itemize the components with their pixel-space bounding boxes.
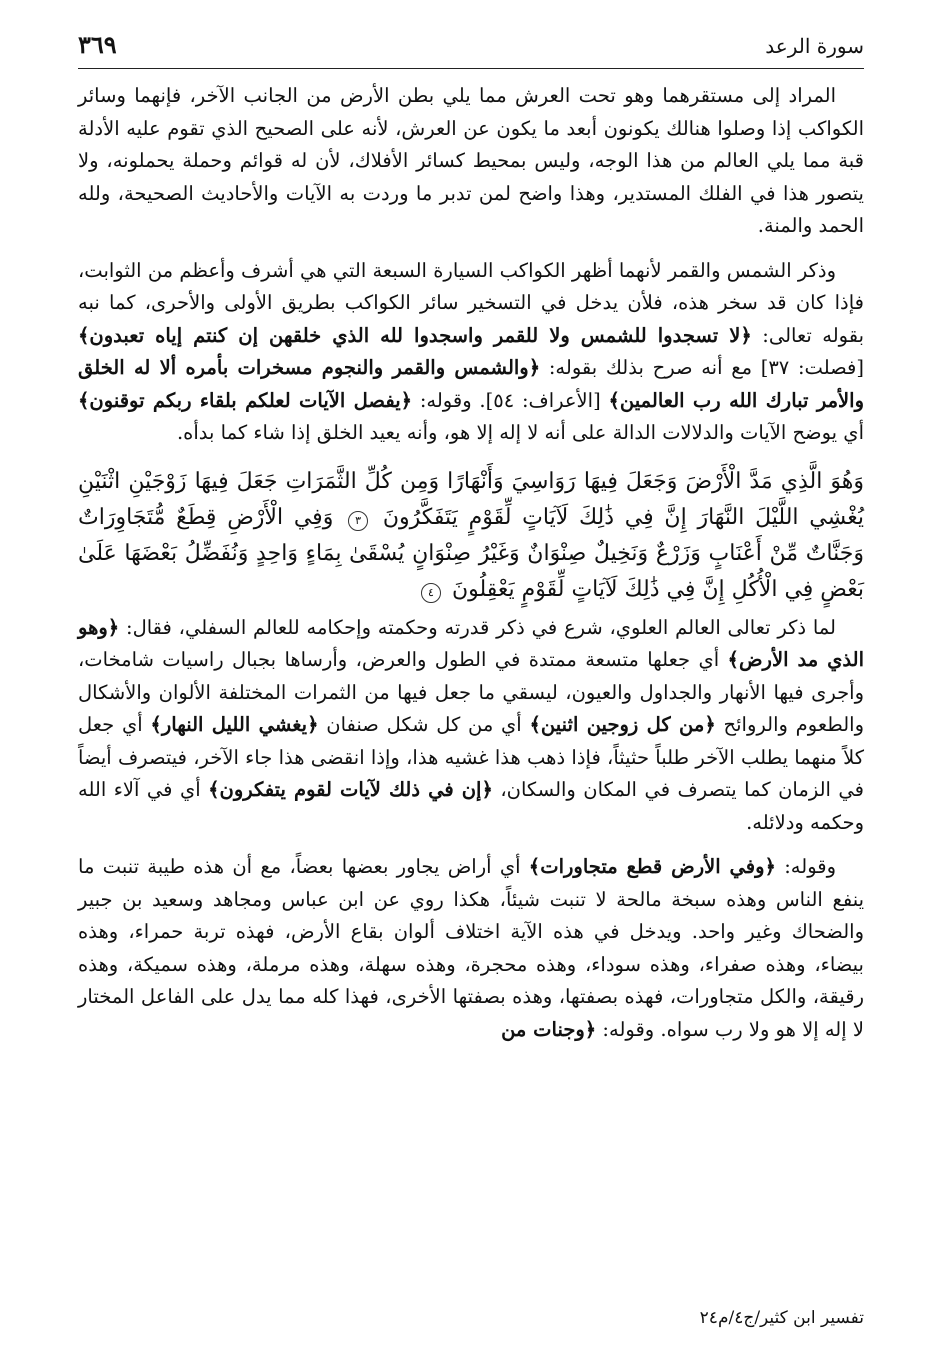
verse-number-3: ٣ <box>348 511 368 531</box>
paragraph <box>78 851 864 1046</box>
text-segment: أي يوضح الآيات والدلالات الدالة على أنه لا إله إلا هو، وأنه يعيد الخلق إذا شاء كما بدأه. <box>176 421 864 444</box>
text-segment: أي جعل كلاً منهما يطلب الآخر طلباً حثيثاً، فإذا ذهب هذا غشيه هذا، وإذا انقضى هذا جاء الآخر، فيتصرف أيضاً في الزمان كما يتصرف في المكان والسكان، <box>78 713 864 801</box>
quran-quote: ﴿يفصل الآيات لعلكم بلقاء ربكم توقنون﴾ <box>78 388 413 412</box>
quran-quote: ﴿من كل زوجين اثنين﴾ <box>529 713 716 736</box>
commentary-section-1 <box>78 80 864 450</box>
text-segment: المراد إلى مستقرهما وهو تحت العرش مما يلي بطن الأرض من الجانب الآخر، فإنهما وسائر الكواكب إذا وصلوا هنالك يكونون أبعد ما يكون عن العرش، لأنه على الصحيح الذي تقوم عليه الأدلة قبة مما يلي العالم من هذا الوجه، وليس بمحيط كسائر الأفلاك، لأن له قوائم وحملة يحملونه، ولا يتصور هذا في الفلك المستدير، وهذا واضح لمن تدبر ما وردت به الآيات والأحاديث الصحيحة، ولله الحمد والمنة. <box>78 84 864 237</box>
verse-text-4: وَفِي الْأَرْضِ قِطَعٌ مُّتَجَاوِرَاتٌ وَجَنَّاتٌ مِّنْ أَعْنَابٍ وَزَرْعٌ وَنَخِيلٌ صِنْوَانٌ وَغَيْرُ صِنْوَانٍ يُسْقَىٰ بِمَاءٍ وَاحِدٍ وَنُفَضِّلُ بَعْضَهَا عَلَىٰ بَعْضٍ فِي الْأُكُلِ إِنَّ فِي ذَٰلِكَ لَآيَاتٍ لِّقَوْمٍ يَعْقِلُونَ <box>78 504 864 602</box>
text-segment: وذكر الشمس والقمر لأنهما أظهر الكواكب السيارة السبعة التي هي أشرف وأعظم من الثوابت، فإذا كان قد سخر هذه، فلأن يدخل في التسخير سائر الكواكب بطريق الأولى والأحرى، كما نبه بقوله تعالى: <box>78 258 864 347</box>
quran-quote: ﴿إن في ذلك لآيات لقوم يتفكرون﴾ <box>208 778 493 801</box>
surah-name: سورة الرعد <box>765 34 864 58</box>
text-segment: [الأعراف: ٥٤]. وقوله: <box>412 388 609 412</box>
text-segment: وقوله: <box>775 855 837 878</box>
quran-quote: ﴿وجنات من <box>501 1017 597 1041</box>
text-segment: [فصلت: ٣٧] مع أنه صرح بذلك بقوله: <box>540 356 864 379</box>
quran-quote: ﴿يغشي الليل النهار﴾ <box>150 713 319 736</box>
quran-quote: ﴿وفي الأرض قطع متجاورات﴾ <box>528 855 776 878</box>
text-segment: لما ذكر تعالى العالم العلوي، شرع في ذكر قدرته وحكمته وإحكامه للعالم السفلي، فقال: <box>119 615 836 639</box>
text-segment: أي في آلاء الله وحكمه ودلائله. <box>78 778 864 834</box>
page-body <box>78 80 864 1046</box>
page-number: ٣٦٩ <box>78 30 117 59</box>
paragraph <box>78 255 864 450</box>
commentary-section-2 <box>78 612 864 1047</box>
verse-number-4: ٤ <box>421 583 441 603</box>
text-segment: أي من كل شكل صنفان <box>318 713 530 736</box>
quran-quote: ﴿وهو الذي مد الأرض﴾ <box>78 615 864 671</box>
verse-text-3: وَهُوَ الَّذِي مَدَّ الْأَرْضَ وَجَعَلَ فِيهَا رَوَاسِيَ وَأَنْهَارًا وَمِن كُلِّ الثَّمَرَاتِ جَعَلَ فِيهَا زَوْجَيْنِ اثْنَيْنِ يُغْشِي اللَّيْلَ النَّهَارَ إِنَّ فِي ذَٰلِكَ لَآيَاتٍ لِّقَوْمٍ يَتَفَكَّرُونَ <box>78 468 864 530</box>
paragraph <box>78 80 864 243</box>
page-header <box>78 28 864 69</box>
text-segment: أي أراض يجاور بعضها بعضاً، مع أن هذه طيبة تنبت ما ينفع الناس وهذه سبخة مالحة لا تنبت شيئاً، هكذا روي عن ابن عباس ومجاهد وسعيد بن جبير والضحاك وغير واحد. ويدخل في هذه الآية اختلاف ألوان بقاع الأرض، فهذه تربة حمراء، وهذه بيضاء، وهذه صفراء، وهذه سوداء، وهذه محجرة، وهذه سهلة، وهذه مرملة، وهذه سميكة، وهذه رقيقة، والكل متجاورات، فهذه بصفتها، وهذه بصفتها الأخرى، فهذا كله مما يدل على الفاعل المختار لا إله إلا هو ولا رب سواه. وقوله: <box>78 855 864 1041</box>
book-signature: تفسير ابن كثير/ج٤/م٢٤ <box>699 1308 864 1328</box>
page-footer <box>78 1308 864 1338</box>
quran-verse-block <box>78 464 864 608</box>
paragraph <box>78 612 864 840</box>
quran-quote: ﴿والشمس والقمر والنجوم مسخرات بأمره ألا له الخلق والأمر تبارك الله رب العالمين﴾ <box>78 356 864 412</box>
quran-quote: ﴿لا تسجدوا للشمس ولا للقمر واسجدوا لله الذي خلقهن إن كنتم إياه تعبدون﴾ <box>78 323 752 347</box>
text-segment: أي جعلها متسعة ممتدة في الطول والعرض، وأرساها بجبال راسيات شامخات، وأجرى فيها الأنهار والجداول والعيون، ليسقي ما جعل فيها من الثمرات المختلفة الألوان والأشكال والطعوم والروائح <box>78 648 864 736</box>
